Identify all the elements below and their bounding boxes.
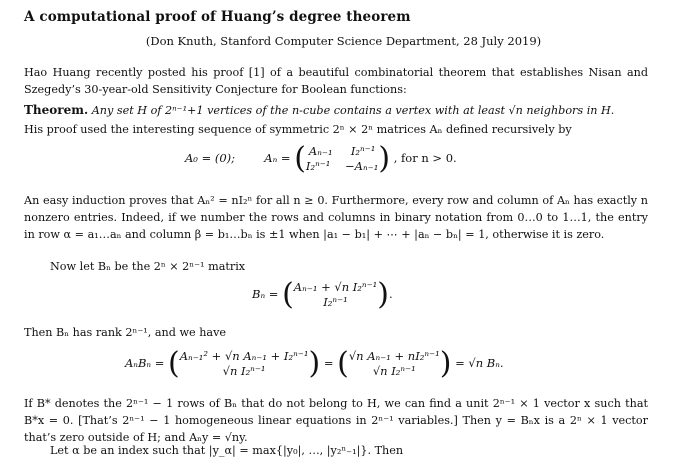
eq3-b-top: √n Aₙ₋₁ + nI₂ⁿ⁻¹ (348, 349, 440, 363)
left-paren: ( (294, 141, 306, 176)
eq3-a-top: Aₙ₋₁² + √n Aₙ₋₁ + I₂ⁿ⁻¹ (179, 349, 309, 363)
left-paren: ( (282, 277, 294, 312)
homogeneous-paragraph: If B* denotes the 2ⁿ⁻¹ − 1 rows of Bₙ that do not belong to H, we can find a unit 2ⁿ⁻¹ × 1 vector x such that B*x = 0. [That’s 2ⁿ⁻¹ − 1 homogeneous linear equations in 2ⁿ⁻¹ variables.] Then y = Bₙx is a 2ⁿ × 1 vector that’s zero outside of H; and Aₙy = √ny. (24, 397, 648, 444)
paper-title: A computational proof of Huang’s degree theorem (24, 9, 411, 25)
right-paren: ) (308, 346, 321, 381)
eq2-end: . (388, 287, 393, 301)
equation-bn-matrix (252, 277, 393, 312)
eq3-matrix-a (180, 349, 309, 379)
eq3-a-bottom: √n I₂ⁿ⁻¹ (222, 364, 266, 378)
eq3-lhs: AₙBₙ = (125, 356, 165, 370)
eq1-an: Aₙ = (264, 151, 291, 165)
eq3-b-bottom: √n I₂ⁿ⁻¹ (372, 364, 416, 378)
eq1-a0: A₀ = (0); (185, 151, 236, 165)
right-paren: ) (377, 277, 389, 312)
eq1-m11: Aₙ₋₁ (308, 144, 333, 158)
bn-definition-paragraph: Now let Bₙ be the 2ⁿ × 2ⁿ⁻¹ matrix (50, 260, 246, 273)
theorem-label: Theorem. (24, 103, 89, 117)
eq2-top: Aₙ₋₁ + √n I₂ⁿ⁻¹ (293, 280, 378, 294)
rank-paragraph: Then Bₙ has rank 2ⁿ⁻¹, and we have (24, 326, 227, 339)
right-paren: ) (439, 346, 452, 381)
eq3-rhs: = √n Bₙ. (455, 356, 504, 370)
left-paren: ( (337, 346, 349, 381)
eq1-m22: −Aₙ₋₁ (345, 159, 379, 173)
index-paragraph: Let α be an index such that |y_α| = max{|y₀|, …, |y₂ⁿ₋₁|}. Then (50, 444, 404, 457)
intro-paragraph: Hao Huang recently posted his proof [1] of a beautiful combinatorial theorem that establishes Nisan and Szegedy’s 30-year-old Sensitivity Conjecture for Boolean functions: (24, 66, 648, 96)
theorem-statement: Any set H of 2ⁿ⁻¹+1 vertices of the n-cube contains a vertex with at least √n neighbors in H. (91, 104, 615, 117)
theorem-paragraph (24, 102, 648, 119)
eq3-equals: = (323, 356, 334, 370)
eq1-m12: I₂ⁿ⁻¹ (350, 144, 376, 158)
equation-recursive-definition (185, 141, 457, 176)
left-paren: ( (168, 346, 180, 381)
right-paren: ) (378, 141, 391, 176)
equation-anbn-product (125, 346, 504, 381)
eq2-matrix (294, 280, 377, 310)
proof-intro-paragraph: His proof used the interesting sequence of symmetric 2ⁿ × 2ⁿ matrices Aₙ defined recursively by (24, 123, 572, 136)
author-byline: (Don Knuth, Stanford Computer Science Department, 28 July 2019) (145, 34, 542, 48)
eq1-condition: , for n > 0. (393, 151, 457, 165)
eq2-bottom: I₂ⁿ⁻¹ (323, 295, 348, 309)
eq3-matrix-b (349, 349, 440, 379)
induction-paragraph: An easy induction proves that Aₙ² = nI₂ⁿ for all n ≥ 0. Furthermore, every row and column of Aₙ has exactly n nonzero entries. Indeed, if we number the rows and columns in binary notation from 0…0 to 1…1, the entry in row α = a₁…aₙ and column β = b₁…bₙ is ±1 when |a₁ − b₁| + ⋯ + |aₙ − bₙ| = 1, otherwise it is zero. (24, 194, 648, 241)
eq1-matrix (306, 144, 378, 174)
eq1-m21: I₂ⁿ⁻¹ (305, 159, 331, 173)
eq2-lhs: Bₙ = (252, 287, 279, 301)
